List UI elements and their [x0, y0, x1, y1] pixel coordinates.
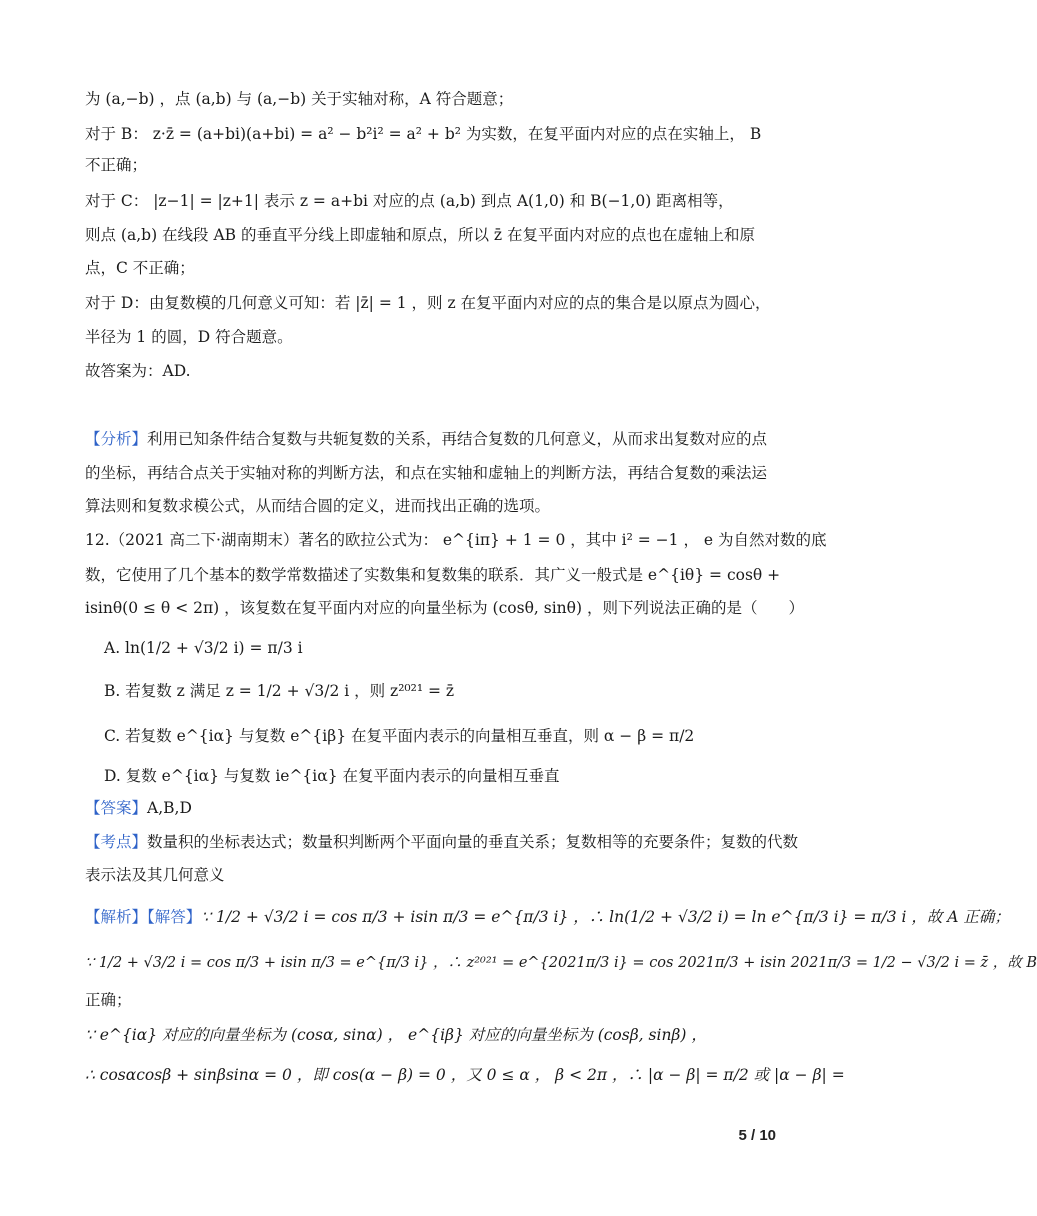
text-line: ∵ e^{iα} 对应的向量坐标为 (cosα, sinα) ， e^{iβ} 对应的向量坐标为 (cosβ, sinβ) ，	[85, 1026, 707, 1044]
option-a: A. ln(1/2 + √3/2 i) = π/3 i	[104, 639, 303, 657]
kaodian-tag: 【考点】	[85, 833, 148, 851]
text-line: ∴ cosαcosβ + sinβsinα = 0 ，即 cos(α − β) = 0 ，又 0 ≤ α ， β < 2π ，∴ |α − β| = π/2 或 |α − β| =	[85, 1066, 845, 1084]
question-stem: isinθ(0 ≤ θ < 2π) ，该复数在复平面内对应的向量坐标为 (cosθ, sinθ) ，则下列说法正确的是（ ）	[85, 599, 804, 617]
page-number: 5 / 10	[738, 1127, 776, 1144]
answer-tag: 【答案】	[85, 799, 148, 817]
jiexi-line	[85, 906, 1010, 928]
text-line: 的坐标，再结合点关于实轴对称的判断方法，和点在实轴和虚轴上的判断方法，再结合复数的乘法运	[85, 464, 768, 482]
analysis-line	[85, 428, 780, 450]
text-line: 则点 (a,b) 在线段 AB 的垂直平分线上即虚轴和原点，所以 z̄ 在复平面内对应的点也在虚轴上和原	[85, 226, 755, 244]
analysis-text: 利用已知条件结合复数与共轭复数的关系，再结合复数的几何意义，从而求出复数对应的点	[147, 430, 768, 448]
text-line: 表示法及其几何意义	[85, 866, 225, 884]
text-line: 对于 C： |z−1| = |z+1| 表示 z = a+bi 对应的点 (a,b) 到点 A(1,0) 和 B(−1,0) 距离相等，	[85, 192, 734, 210]
text-line: 不正确；	[85, 156, 148, 174]
kaodian-text: 数量积的坐标表达式；数量积判断两个平面向量的垂直关系；复数相等的充要条件；复数的代数	[147, 833, 799, 851]
analysis-tag: 【分析】	[85, 430, 148, 448]
text-line: 故答案为：AD.	[85, 362, 191, 380]
jiexi-text: ∵ 1/2 + √3/2 i = cos π/3 + isin π/3 = e^{π/3 i} ，∴ ln(1/2 + √3/2 i) = ln e^{π/3 i} = π/3 i ，故 A 正确；	[201, 908, 1010, 926]
text-line: 半径为 1 的圆，D 符合题意。	[85, 328, 293, 346]
question-stem: 数，它使用了几个基本的数学常数描述了实数集和复数集的联系．其广义一般式是 e^{iθ} = cosθ +	[85, 566, 781, 584]
question-stem: 12.（2021 高二下·湖南期末）著名的欧拉公式为： e^{iπ} + 1 = 0 ，其中 i² = −1 ， e 为自然对数的底	[85, 531, 827, 549]
text-line: 正确；	[85, 991, 132, 1009]
option-c: C. 若复数 e^{iα} 与复数 e^{iβ} 在复平面内表示的向量相互垂直，则 α − β = π/2	[104, 727, 695, 745]
text-line: 为 (a,−b) ，点 (a,b) 与 (a,−b) 关于实轴对称，A 符合题意；	[85, 90, 514, 108]
jiexi-tag: 【解析】【解答】	[85, 908, 202, 926]
option-b: B. 若复数 z 满足 z = 1/2 + √3/2 i ，则 z²⁰²¹ = z̄	[104, 682, 455, 700]
text-line: 对于 B： z·z̄ = (a+bi)(a+bi) = a² − b²i² = a² + b² 为实数，在复平面内对应的点在实轴上， B	[85, 125, 762, 143]
answer-value: A,B,D	[147, 799, 192, 817]
text-line: 点，C 不正确；	[85, 259, 195, 277]
text-line: 算法则和复数求模公式，从而结合圆的定义，进而找出正确的选项。	[85, 497, 551, 515]
answer-line	[85, 797, 780, 819]
option-d: D. 复数 e^{iα} 与复数 ie^{iα} 在复平面内表示的向量相互垂直	[104, 767, 560, 785]
text-line: ∵ 1/2 + √3/2 i = cos π/3 + isin π/3 = e^{π/3 i} ，∴ z²⁰²¹ = e^{2021π/3 i} = cos 2021π/3 + isin 2021π/3 = 1/2 − √3/2 i = z̄ ，故 B	[85, 955, 1037, 971]
text-line: 对于 D：由复数模的几何意义可知：若 |z̄| = 1 ，则 z 在复平面内对应的点的集合是以原点为圆心，	[85, 294, 771, 312]
kaodian-line	[85, 831, 799, 853]
